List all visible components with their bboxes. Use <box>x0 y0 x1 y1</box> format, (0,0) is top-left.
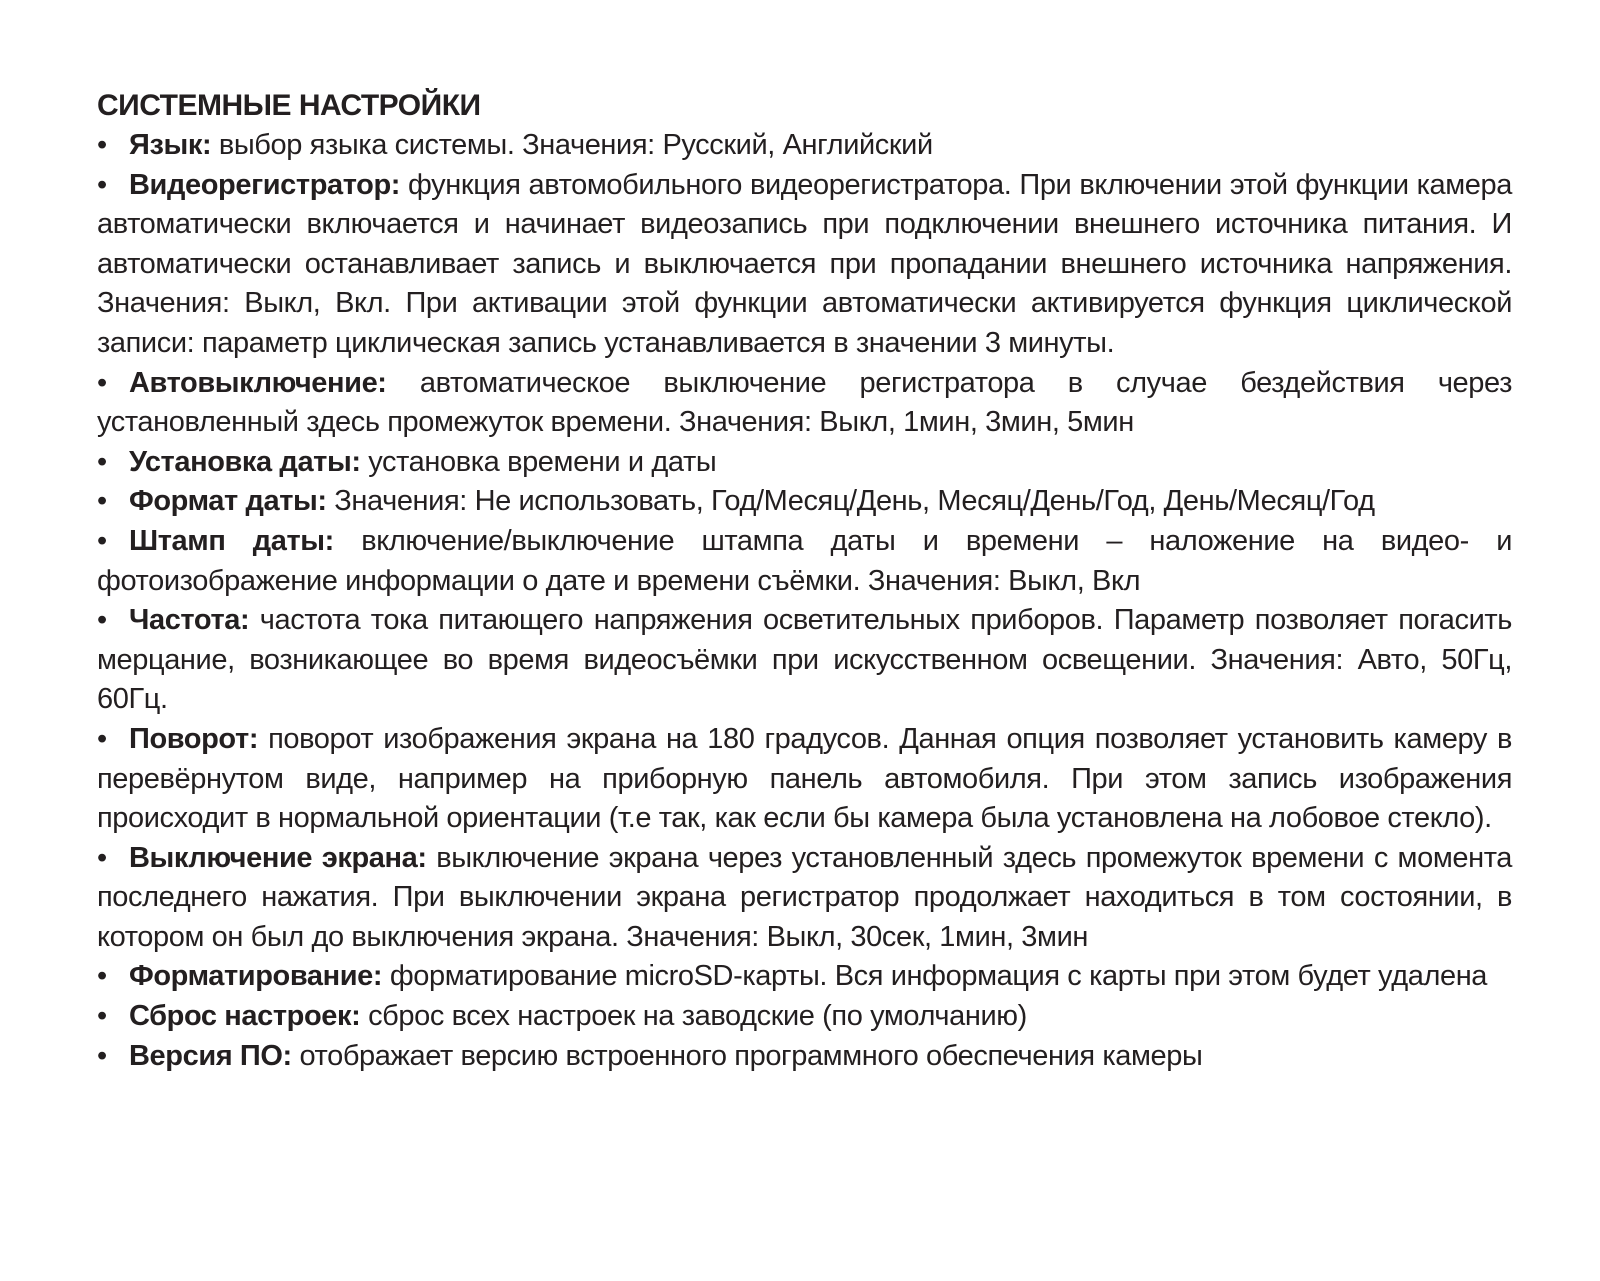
section-title: СИСТЕМНЫЕ НАСТРОЙКИ <box>97 89 481 122</box>
bullet: • <box>97 960 107 993</box>
item-description: отображает версию встроенного программного обеспечения камеры <box>291 1039 1203 1072</box>
list-item-formatting <box>97 957 1512 997</box>
list-item-date-stamp <box>97 522 1512 601</box>
list-item-rotation <box>97 720 1512 839</box>
item-description: частота тока питающего напряжения осветительных приборов. Параметр позволяет погасить мерцание, возникающее во время видеосъёмки при искусственном освещении. Значения: Авто, 50Гц, 60Гц. <box>97 604 1512 716</box>
item-description: автоматическое выключение регистратора в случае бездействия через установленный здесь промежуток времени. Значения: Выкл, 1мин, 3мин, 5мин <box>97 366 1512 439</box>
bullet: • <box>97 168 107 201</box>
item-description: выбор языка системы. Значения: Русский, Английский <box>211 129 933 161</box>
settings-list <box>97 126 1512 1076</box>
list-item-language <box>97 126 1512 166</box>
item-term: Поворот: <box>129 722 259 755</box>
bullet: • <box>97 445 107 478</box>
item-description: поворот изображения экрана на 180 градусов. Данная опция позволяет установить камеру в перевёрнутом виде, например на приборную панель автомобиля. При этом запись изображения происходит в нормальной ориентации (т.е так, как если бы камера была установлена на лобовое стекло). <box>97 722 1512 835</box>
list-item-frequency <box>97 601 1512 720</box>
item-term: Форматирование: <box>129 960 383 993</box>
item-term: Язык: <box>129 129 212 161</box>
item-term: Установка даты: <box>129 445 361 478</box>
item-term: Формат даты: <box>129 485 327 518</box>
item-term: Частота: <box>129 604 250 637</box>
list-item-date-setting <box>97 443 1512 483</box>
bullet: • <box>97 524 107 557</box>
bullet: • <box>97 366 107 399</box>
bullet: • <box>97 485 107 518</box>
list-item-date-format <box>97 482 1512 522</box>
bullet: • <box>97 129 107 161</box>
bullet: • <box>97 722 107 755</box>
item-description: функция автомобильного видеорегистратора. При включении этой функции камера автоматически включается и начинает видеозапись при подключении внешнего источника питания. И автоматически останавливает запись и выключается при пропадании внешнего источника напряжения. Значения: Выкл, Вкл. При активации этой функции автоматически активируется функция циклической записи: параметр циклическая запись устанавливается в значении 3 минуты. <box>97 168 1512 359</box>
item-description: сброс всех настроек на заводские (по умолчанию) <box>360 1000 1027 1033</box>
item-term: Версия ПО: <box>129 1039 292 1072</box>
item-description: включение/выключение штампа даты и времени – наложение на видео- и фотоизображение информации о дате и времени съёмки. Значения: Выкл, Вкл <box>97 524 1512 597</box>
item-term: Штамп даты: <box>129 524 334 557</box>
bullet: • <box>97 1000 107 1033</box>
document-page <box>97 86 1512 1076</box>
item-description: Значения: Не использовать, Год/Месяц/День, Месяц/День/Год, День/Месяц/Год <box>326 485 1375 518</box>
item-term: Видеорегистратор: <box>129 168 401 201</box>
bullet: • <box>97 1039 107 1072</box>
list-item-auto-off <box>97 364 1512 443</box>
list-item-reset <box>97 997 1512 1037</box>
item-description: форматирование microSD-карты. Вся информация с карты при этом будет удалена <box>382 960 1488 993</box>
item-description: выключение экрана через установленный здесь промежуток времени с момента последнего нажатия. При выключении экрана регистратор продолжает находиться в том состоянии, в котором он был до выключения экрана. Значения: Выкл, 30сек, 1мин, 3мин <box>97 841 1512 953</box>
list-item-screen-off <box>97 839 1512 958</box>
list-item-dashcam <box>97 166 1512 364</box>
item-description: установка времени и даты <box>360 445 717 478</box>
item-term: Сброс настроек: <box>129 1000 361 1033</box>
item-term: Выключение экрана: <box>129 841 427 874</box>
item-term: Автовыключение: <box>129 366 387 399</box>
bullet: • <box>97 604 107 637</box>
list-item-firmware-version <box>97 1037 1512 1077</box>
bullet: • <box>97 841 107 874</box>
